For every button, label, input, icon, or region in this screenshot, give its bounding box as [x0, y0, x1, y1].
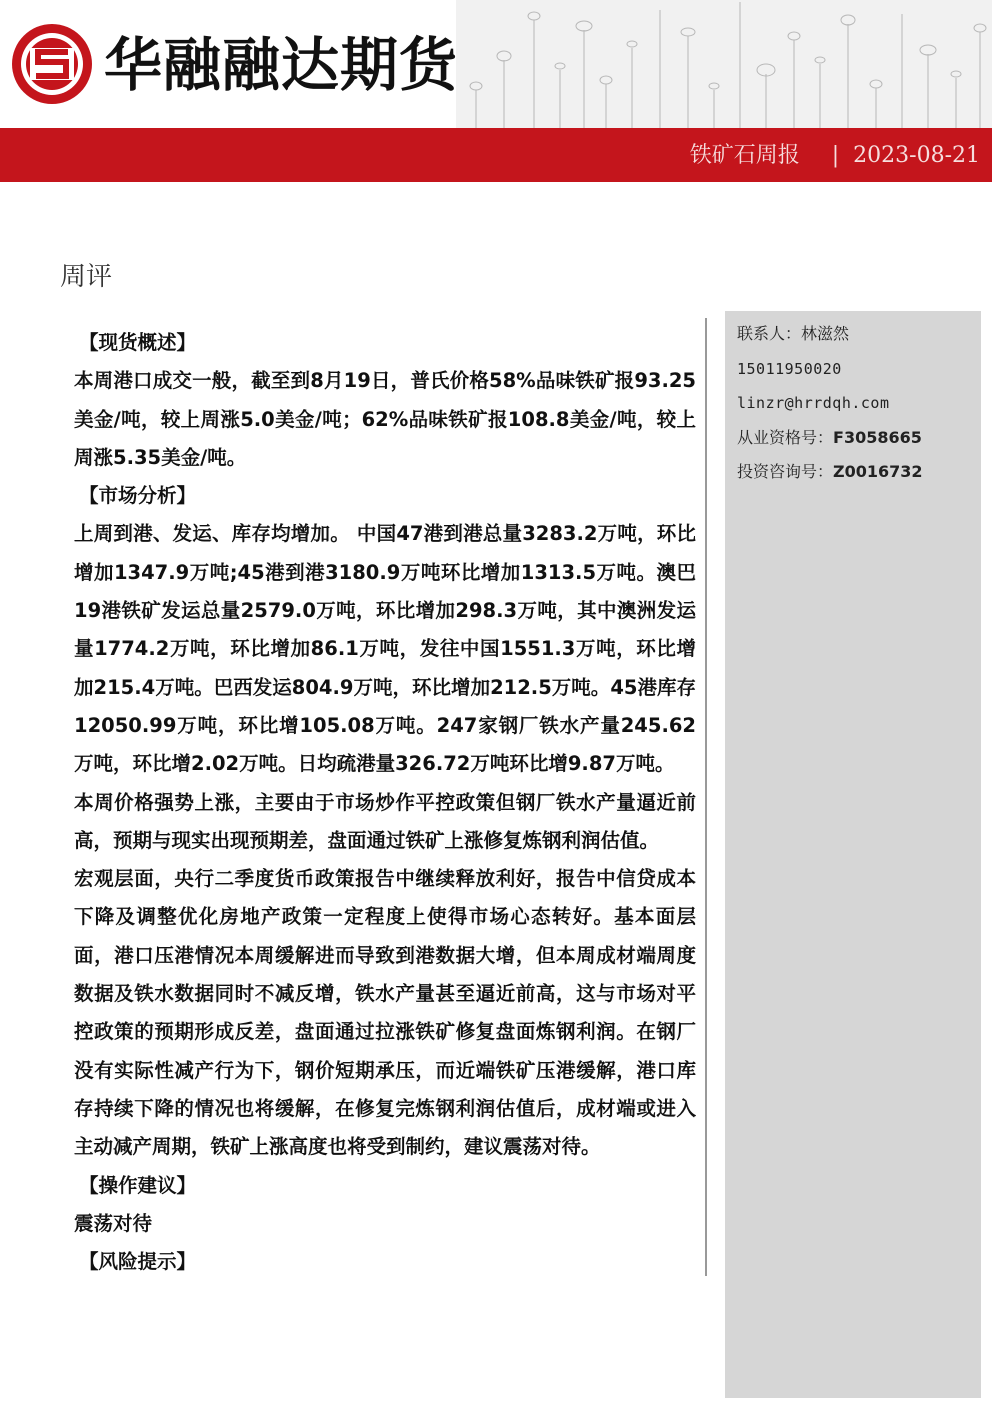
market-analysis-label: 【市场分析】 [79, 484, 197, 508]
report-title [690, 138, 980, 169]
risk-warning-label: 【风险提示】 [79, 1250, 197, 1274]
spot-overview-label: 【现货概述】 [79, 331, 197, 354]
decorative-lines [456, 0, 992, 128]
brand-name: 华融融达期货 [104, 31, 459, 99]
qualification-label: 从业资格号： [737, 427, 834, 447]
brand-logo-icon [10, 22, 94, 106]
consult-number: Z0016732 [833, 462, 923, 481]
section-heading: 周评 [60, 262, 113, 292]
contact-sidebar [725, 311, 981, 1398]
report-date: 2023-08-21 [853, 143, 980, 168]
market-analysis-text: 上周到港、发运、库存均增加。 中国47港到港总量3283.2万吨，环比增加1347.9万吨;45港到港3180.9万吨环比增加1313.5万吨。澳巴19港铁矿发运总量2579.0万吨，环比增加298.3万吨，其中澳洲发运量1774.2万吨，环比增加86.1万吨，发往中国1551.3万吨，环比增加215.4万吨。巴西发运804.9万吨，环比增加212.5万吨。45港库存12050.99万吨，环比增105.08万吨。247家钢厂铁水产量245.62万吨，环比增2.02万吨。日均疏港量326.72万吨环比增9.87万吨。 [74, 522, 696, 776]
qualification-number: F3058665 [833, 427, 922, 447]
title-separator: | [831, 143, 840, 168]
consult-row [737, 455, 923, 490]
spot-overview-text: 本周港口成交一般，截至到8月19日，普氏价格58%品味铁矿报93.25美金/吨，较上周涨5.0美金/吨；62%品味铁矿报108.8美金/吨，较上周涨5.35美金/吨。 [74, 369, 696, 469]
operation-advice-label: 【操作建议】 [79, 1173, 197, 1197]
operation-advice-text: 震荡对待 [74, 1211, 153, 1235]
contact-person: 联系人：林滋然 [737, 324, 850, 343]
qualification-row [737, 421, 923, 456]
report-header [0, 0, 992, 182]
column-divider [705, 318, 707, 1276]
contact-phone: 15011950020 [737, 359, 842, 378]
contact-info [737, 317, 923, 490]
macro-analysis-text: 宏观层面，央行二季度货币政策报告中继续释放利好，报告中信贷成本下降及调整优化房地产政策一定程度上使得市场心态转好。基本面层面，港口压港情况本周缓解进而导致到港数据大增，但本周成材端周度数据及铁水数据同时不减反增，铁水产量甚至逼近前高，这与市场对平控政策的预期形成反差，盘面通过拉涨铁矿修复盘面炼钢利润。在钢厂没有实际性减产行为下，钢价短期承压，而近端铁矿压港缓解，港口库存持续下降的情况也将缓解，在修复完炼钢利润估值后，成材端或进入主动减产周期，铁矿上涨高度也将受到制约，建议震荡对待。 [74, 867, 696, 1159]
consult-label: 投资咨询号： [737, 462, 834, 481]
price-analysis-text: 本周价格强势上涨，主要由于市场炒作平控政策但钢厂铁水产量逼近前高，预期与现实出现预期差，盘面通过铁矿上涨修复炼钢利润估值。 [74, 790, 696, 852]
main-content [74, 324, 696, 1281]
report-type: 铁矿石周报 [689, 143, 800, 168]
contact-email: linzr@hrrdqh.com [737, 394, 890, 412]
